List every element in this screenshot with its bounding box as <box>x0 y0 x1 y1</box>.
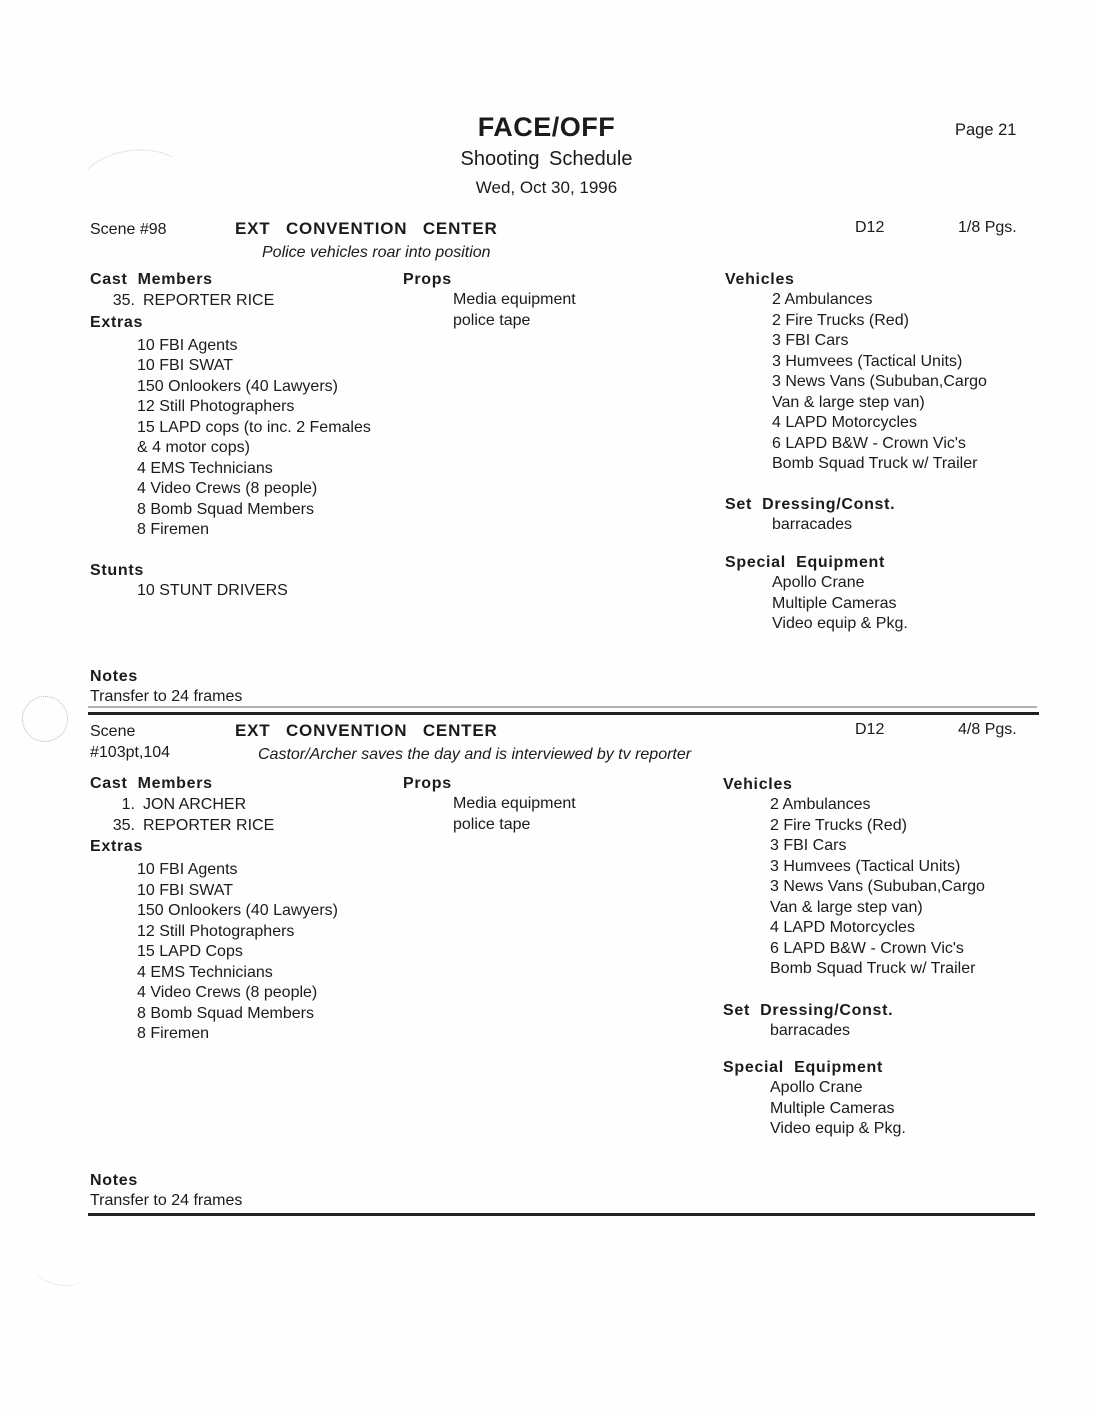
vehicles-item: 6 LAPD B&W - Crown Vic's <box>770 939 964 957</box>
vehicles-item: 3 News Vans (Sububan,Cargo <box>770 878 985 895</box>
special-equipment-item: Multiple Cameras <box>770 1099 895 1117</box>
vehicles-list <box>723 795 1043 980</box>
scene-slugline: EXT CONVENTION CENTER <box>235 721 498 740</box>
scene-2-props-column <box>403 773 683 835</box>
vehicles-item: 3 News Vans (Sububan,Cargo <box>772 373 987 390</box>
vehicles-item: 3 FBI Cars <box>772 332 849 349</box>
vehicles-item: 2 Ambulances <box>772 291 873 308</box>
page-title: FACE/OFF <box>477 112 616 142</box>
vehicles-item: 6 LAPD B&W - Crown Vic's <box>772 434 966 452</box>
set-dressing-list <box>725 515 1045 536</box>
extras-item: 4 EMS Technicians <box>137 459 273 477</box>
special-equipment-list <box>725 573 1045 635</box>
cast-members-header: Cast Members <box>90 775 213 792</box>
cast-member-name: REPORTER RICE <box>143 292 275 309</box>
vehicles-item: 3 Humvees (Tactical Units) <box>770 857 961 875</box>
props-header: Props <box>403 271 452 288</box>
scene-day-label: D12 <box>855 721 885 738</box>
page-subtitle: Shooting Schedule <box>460 148 633 170</box>
cast-member-row <box>90 795 402 816</box>
notes-text: Transfer to 24 frames <box>90 1192 243 1209</box>
hole-punch-mark <box>22 696 68 742</box>
props-item: Media equipment <box>453 291 576 308</box>
scene-1-props-column <box>403 269 683 331</box>
props-list <box>403 290 683 331</box>
scene-1-cast-column <box>90 269 402 601</box>
stunts-item: 10 STUNT DRIVERS <box>137 581 288 599</box>
scene-number: Scene #98 <box>90 221 167 238</box>
extras-item: 12 Still Photographers <box>137 398 295 415</box>
extras-item: 4 Video Crews (8 people) <box>137 480 318 497</box>
extras-item: 10 FBI SWAT <box>137 881 234 899</box>
extras-item: 8 Bomb Squad Members <box>137 1004 314 1022</box>
vehicles-header: Vehicles <box>725 271 795 288</box>
extras-item: 10 FBI Agents <box>137 861 238 878</box>
notes-header: Notes <box>90 668 138 685</box>
extras-item: 12 Still Photographers <box>137 922 295 940</box>
vehicles-header: Vehicles <box>723 776 793 793</box>
extras-item: 150 Onlookers (40 Lawyers) <box>137 377 338 395</box>
extras-item: 8 Bomb Squad Members <box>137 500 314 518</box>
props-header: Props <box>403 775 452 792</box>
section-divider-thick <box>88 712 1039 715</box>
scan-artifact-squiggle <box>32 1257 84 1291</box>
vehicles-item: 3 Humvees (Tactical Units) <box>772 352 963 370</box>
extras-item: 4 Video Crews (8 people) <box>137 984 318 1001</box>
scene-description: Police vehicles roar into position <box>262 244 491 261</box>
extras-item: 8 Firemen <box>137 521 210 538</box>
extras-item: 8 Firemen <box>137 1025 210 1042</box>
vehicles-list <box>725 290 1045 475</box>
stunts-list <box>90 581 402 602</box>
vehicles-item: 4 LAPD Motorcycles <box>770 919 915 936</box>
bottom-rule <box>88 1213 1035 1216</box>
scene-description: Castor/Archer saves the day and is interviewed by tv reporter <box>258 746 692 763</box>
set-dressing-header: Set Dressing/Const. <box>725 495 896 513</box>
section-divider-thin <box>88 706 1037 708</box>
vehicles-item: 2 Ambulances <box>770 796 871 813</box>
extras-item: 10 FBI SWAT <box>137 357 234 374</box>
vehicles-item: 3 FBI Cars <box>770 837 847 854</box>
scene-slugline: EXT CONVENTION CENTER <box>235 219 498 238</box>
scene-day-label: D12 <box>855 219 885 236</box>
props-list <box>403 794 683 835</box>
special-equipment-header: Special Equipment <box>725 554 886 571</box>
set-dressing-list <box>723 1021 1043 1042</box>
scene-2-vehicles-column <box>723 774 1043 1140</box>
vehicles-item: Van & large step van) <box>770 898 923 916</box>
cast-member-row <box>90 816 402 837</box>
extras-item: 150 Onlookers (40 Lawyers) <box>137 902 338 919</box>
props-item: police tape <box>453 815 531 833</box>
props-item: Media equipment <box>453 795 576 812</box>
extras-item: & 4 motor cops) <box>137 439 250 456</box>
vehicles-item: Bomb Squad Truck w/ Trailer <box>772 455 978 472</box>
scene-1-vehicles-column <box>725 269 1045 635</box>
extras-item: 15 LAPD cops (to inc. 2 Females <box>137 418 371 436</box>
special-equipment-item: Multiple Cameras <box>772 594 897 612</box>
extras-item: 10 FBI Agents <box>137 336 238 354</box>
vehicles-item: Van & large step van) <box>772 393 925 411</box>
scene-2-notes <box>90 1170 242 1212</box>
page-date: Wed, Oct 30, 1996 <box>475 178 618 197</box>
cast-members-header: Cast Members <box>90 271 213 288</box>
set-dressing-item: barracades <box>772 515 853 533</box>
cast-member-number: 1. <box>121 796 135 813</box>
extras-list <box>90 860 402 1045</box>
cast-member-name: JON ARCHER <box>143 796 247 813</box>
cast-member-number: 35. <box>112 292 135 309</box>
special-equipment-header: Special Equipment <box>723 1059 884 1076</box>
scene-2-cast-column <box>90 773 402 1045</box>
scene-page-count: 4/8 Pgs. <box>958 721 1017 738</box>
extras-header: Extras <box>90 838 144 855</box>
set-dressing-item: barracades <box>770 1021 851 1039</box>
vehicles-item: 2 Fire Trucks (Red) <box>770 816 907 834</box>
special-equipment-list <box>723 1078 1043 1140</box>
cast-member-row <box>90 291 402 312</box>
cast-member-name: REPORTER RICE <box>143 816 275 834</box>
special-equipment-item: Video equip & Pkg. <box>772 615 908 632</box>
notes-text: Transfer to 24 frames <box>90 688 243 705</box>
scene-1-notes <box>90 666 242 708</box>
scene-number: Scene <box>90 723 136 740</box>
vehicles-item: 2 Fire Trucks (Red) <box>772 311 909 329</box>
extras-list <box>90 336 402 541</box>
page-number: Page 21 <box>955 121 1017 139</box>
stunts-header: Stunts <box>90 561 144 579</box>
scene-number-line2: #103pt,104 <box>90 744 171 761</box>
special-equipment-item: Apollo Crane <box>772 574 865 591</box>
notes-header: Notes <box>90 1172 138 1189</box>
extras-header: Extras <box>90 313 144 331</box>
special-equipment-item: Video equip & Pkg. <box>770 1120 906 1137</box>
vehicles-item: 4 LAPD Motorcycles <box>772 414 917 431</box>
vehicles-item: Bomb Squad Truck w/ Trailer <box>770 960 976 977</box>
special-equipment-item: Apollo Crane <box>770 1079 863 1096</box>
cast-member-number: 35. <box>112 816 135 834</box>
extras-item: 15 LAPD Cops <box>137 943 243 960</box>
props-item: police tape <box>453 311 531 329</box>
set-dressing-header: Set Dressing/Const. <box>723 1001 894 1019</box>
extras-item: 4 EMS Technicians <box>137 963 273 981</box>
scene-page-count: 1/8 Pgs. <box>958 219 1017 236</box>
